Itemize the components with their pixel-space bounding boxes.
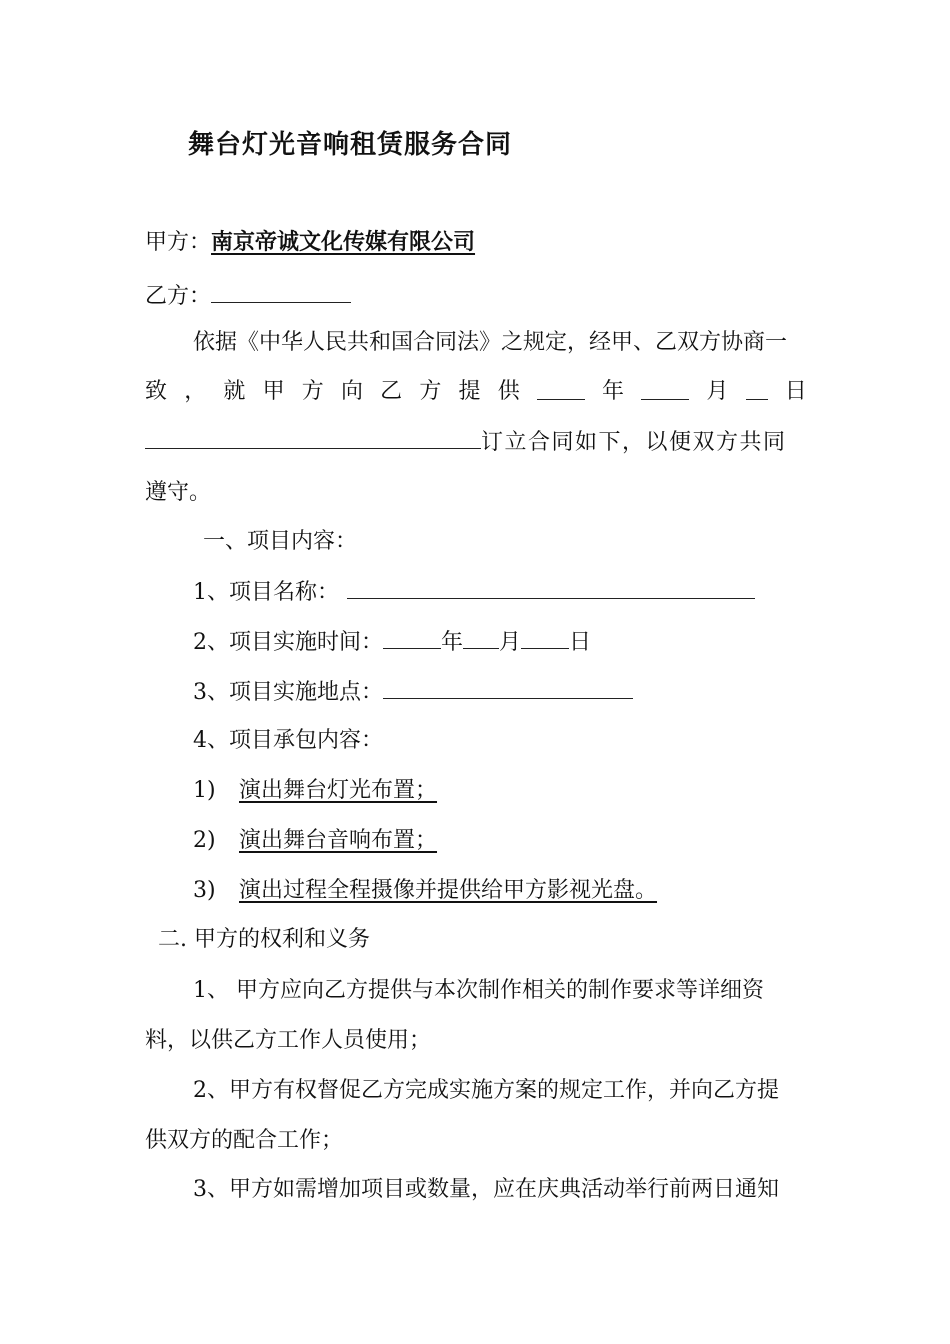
intro-month-label: 月 (706, 379, 729, 404)
project-year-blank (383, 626, 441, 649)
project-year-label: 年 (441, 630, 464, 655)
intro-day-label: 日 (784, 379, 807, 404)
intro-char: 向 (340, 379, 363, 404)
project-day-label: 日 (569, 630, 592, 655)
scope-item (193, 876, 855, 906)
intro-char: ， (184, 379, 207, 404)
scope-item-number: 3) (193, 878, 216, 903)
section2-p1-line2: 料，以供乙方工作人员使用； (145, 1028, 432, 1053)
project-name-blank (347, 576, 755, 599)
intro-char: 提 (458, 379, 481, 404)
scope-item (193, 826, 855, 856)
section2-p3-line1: 3、甲方如需增加项目或数量，应在庆典活动举行前两日通知 (193, 1177, 779, 1202)
intro-line-3 (145, 426, 807, 458)
project-location-label: 3、项目实施地点： (193, 680, 383, 705)
scope-item-text: 演出过程全程摄像并提供给甲方影视光盘。 (239, 878, 658, 903)
section1-heading: 一、项目内容： (203, 529, 358, 554)
project-location-line (193, 676, 855, 708)
project-time-label: 2、项目实施时间： (193, 630, 383, 655)
scope-item-number: 1) (193, 778, 216, 803)
intro-char: 乙 (380, 379, 403, 404)
party-b-line (145, 280, 807, 312)
party-a-name: 南京帝诚文化传媒有限公司 (211, 230, 476, 255)
section2-p2-line1: 2、甲方有权督促乙方完成实施方案的规定工作，并向乙方提 (193, 1078, 779, 1103)
intro-char: 甲 (262, 379, 285, 404)
party-b-label: 乙方： (145, 284, 212, 309)
intro-char: 方 (419, 379, 442, 404)
scope-item-number: 2) (193, 828, 216, 853)
intro-day-blank (746, 377, 768, 400)
intro-char: 就 (223, 379, 246, 404)
project-time-line (193, 626, 855, 658)
scope-item-text: 演出舞台灯光布置； (239, 778, 438, 803)
project-name-line (193, 576, 855, 608)
section2-p1-line1: 1、 甲方应向乙方提供与本次制作相关的制作要求等详细资 (193, 978, 764, 1003)
scope-item-text: 演出舞台音响布置； (239, 828, 438, 853)
intro-char: 方 (301, 379, 324, 404)
project-month-label: 月 (499, 630, 522, 655)
scope-item (193, 776, 855, 806)
intro-line-2 (145, 377, 807, 407)
section2-p2-line2: 供双方的配合工作； (145, 1128, 344, 1153)
project-day-blank (521, 626, 569, 649)
party-b-blank (211, 280, 351, 303)
project-name-label: 1、项目名称： (193, 580, 339, 605)
party-a-label: 甲方： (145, 230, 212, 255)
intro-line-4: 遵守。 (145, 480, 212, 505)
document-title: 舞台灯光音响租赁服务合同 (188, 130, 513, 160)
intro-year-label: 年 (602, 379, 625, 404)
intro-line-1: 依据《中华人民共和国合同法》之规定，经甲、乙双方协商一 (193, 330, 788, 355)
party-a-line (145, 228, 807, 258)
project-scope-label: 4、项目承包内容： (193, 728, 383, 753)
intro-purpose-blank (145, 426, 481, 449)
intro-char: 供 (497, 379, 520, 404)
project-month-blank (463, 626, 499, 649)
intro-char: 致 (145, 379, 168, 404)
section2-heading: 二. 甲方的权利和义务 (158, 927, 370, 952)
intro-line-3-text: 订立合同如下，以便双方共同 (481, 430, 787, 455)
intro-month-blank (641, 377, 689, 400)
intro-year-blank (537, 377, 585, 400)
project-location-blank (383, 676, 633, 699)
